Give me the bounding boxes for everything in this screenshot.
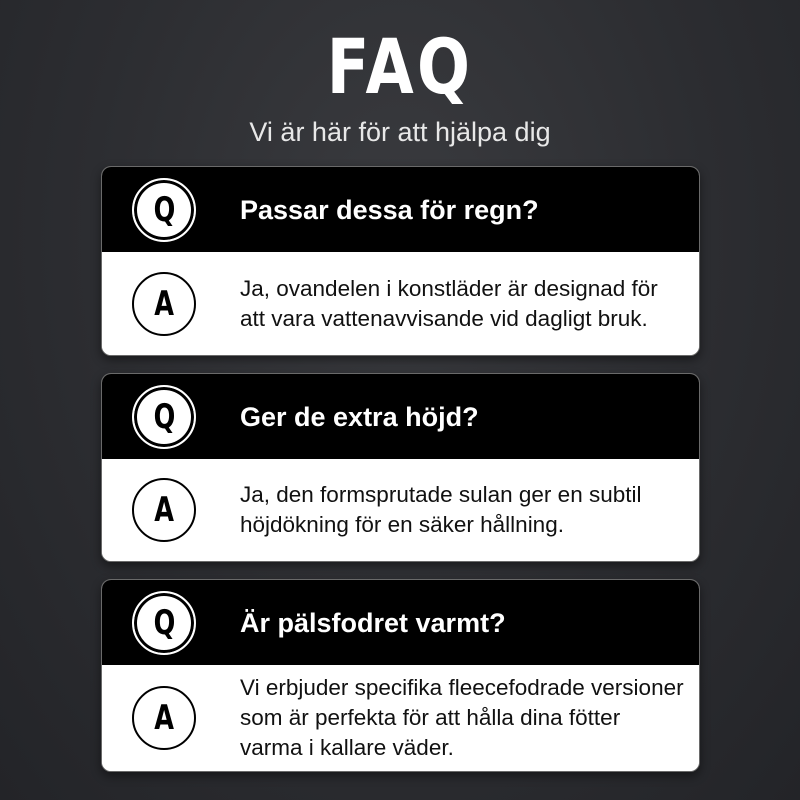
faq-question: Passar dessa för regn? xyxy=(240,194,539,225)
page-title: FAQ xyxy=(326,22,474,111)
faq-question-row[interactable] xyxy=(102,374,699,459)
question-badge-icon: Q xyxy=(132,178,196,242)
faq-question: Ger de extra höjd? xyxy=(240,401,479,432)
faq-answer-row xyxy=(102,252,699,355)
faq-item xyxy=(101,579,700,772)
faq-answer: Ja, ovandelen i konstläder är designad för att vara vattenavvisande vid dagligt bruk. xyxy=(240,275,658,331)
faq-answer: Vi erbjuder specifika fleecefodrade versioner som är perfekta för att hålla dina fötter varma i kallare väder. xyxy=(240,675,684,760)
faq-item xyxy=(101,166,700,356)
faq-list xyxy=(101,166,698,789)
answer-badge-icon: A xyxy=(132,478,196,542)
faq-question-row[interactable] xyxy=(102,580,699,665)
answer-badge-icon: A xyxy=(132,686,196,750)
question-badge-icon: Q xyxy=(132,591,196,655)
faq-answer: Ja, den formsprutade sulan ger en subtil höjdökning för en säker hållning. xyxy=(240,482,642,537)
faq-answer-row xyxy=(102,459,699,561)
page-subtitle: Vi är här för att hjälpa dig xyxy=(249,117,551,147)
faq-item xyxy=(101,373,700,562)
answer-badge-icon: A xyxy=(132,272,196,336)
faq-question: Är pälsfodret varmt? xyxy=(240,607,506,638)
faq-question-row[interactable] xyxy=(102,167,699,252)
faq-answer-row xyxy=(102,665,699,771)
question-badge-icon: Q xyxy=(132,385,196,449)
